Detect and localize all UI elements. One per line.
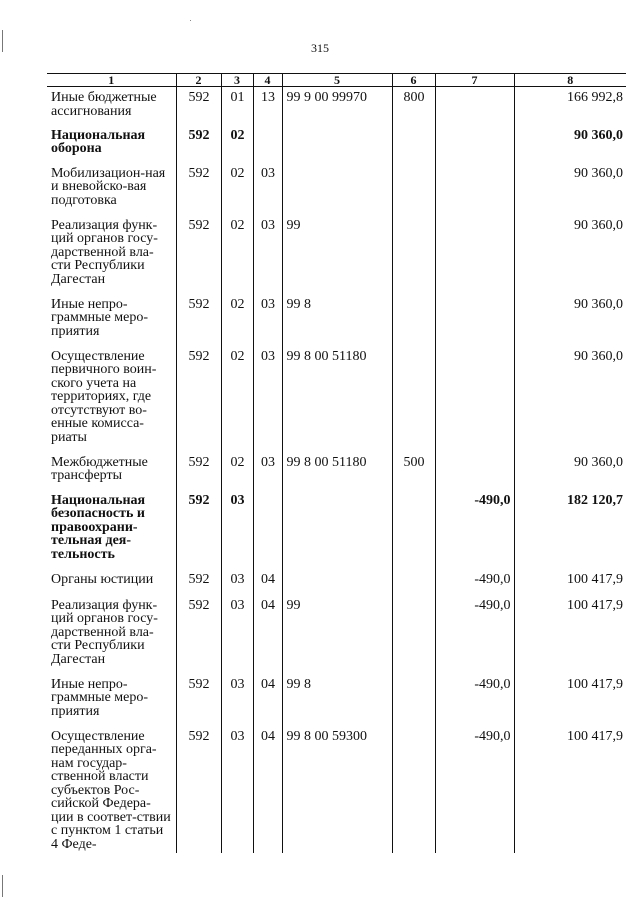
row-code-ministry: 592 <box>176 726 221 854</box>
page-number: 315 <box>311 41 329 55</box>
row-change-amount <box>435 346 514 452</box>
row-total-amount: 90 360,0 <box>514 294 626 346</box>
row-code-subsection: 03 <box>253 346 282 452</box>
row-code-target <box>282 125 392 163</box>
table-row <box>47 569 626 595</box>
row-code-expense-type <box>392 490 435 569</box>
row-code-ministry: 592 <box>176 452 221 490</box>
row-code-section: 03 <box>221 726 253 854</box>
row-change-amount <box>435 215 514 294</box>
row-code-subsection <box>253 490 282 569</box>
row-name: Межбюджетные трансферты <box>47 452 176 490</box>
row-code-expense-type <box>392 595 435 674</box>
row-change-amount: -490,0 <box>435 726 514 854</box>
row-change-amount: -490,0 <box>435 595 514 674</box>
row-name: Реализация функ-ций органов госу-дарственной вла-сти Республики Дагестан <box>47 595 176 674</box>
table-row <box>47 674 626 726</box>
row-code-subsection: 03 <box>253 215 282 294</box>
row-code-section: 03 <box>221 490 253 569</box>
row-code-target <box>282 163 392 215</box>
row-code-target: 99 <box>282 215 392 294</box>
table-row <box>47 294 626 346</box>
table-row <box>47 87 626 125</box>
row-total-amount: 90 360,0 <box>514 346 626 452</box>
row-code-section: 03 <box>221 569 253 595</box>
row-code-target <box>282 569 392 595</box>
table-row <box>47 125 626 163</box>
table-row <box>47 163 626 215</box>
row-code-subsection: 04 <box>253 569 282 595</box>
column-header: 6 <box>392 74 435 87</box>
table-row <box>47 726 626 854</box>
row-code-ministry: 592 <box>176 215 221 294</box>
row-change-amount <box>435 125 514 163</box>
row-code-subsection <box>253 125 282 163</box>
row-code-section: 02 <box>221 125 253 163</box>
row-code-ministry: 592 <box>176 294 221 346</box>
row-code-subsection: 04 <box>253 595 282 674</box>
row-code-ministry: 592 <box>176 569 221 595</box>
column-header: 2 <box>176 74 221 87</box>
row-code-section: 02 <box>221 294 253 346</box>
row-change-amount <box>435 87 514 125</box>
row-code-section: 03 <box>221 674 253 726</box>
row-name: Реализация функ-ций органов госу-дарственной вла-сти Республики Дагестан <box>47 215 176 294</box>
row-name: Осуществление переданных орга-нам государ-ственной власти субъектов Рос-сийской Федера-ции в соответ-ствии с пунктом 1 статьи 4 Феде- <box>47 726 176 854</box>
row-name: Национальная оборона <box>47 125 176 163</box>
table-row <box>47 490 626 569</box>
budget-table <box>47 73 626 853</box>
row-code-subsection: 03 <box>253 452 282 490</box>
row-total-amount: 90 360,0 <box>514 163 626 215</box>
row-total-amount: 100 417,9 <box>514 726 626 854</box>
row-code-ministry: 592 <box>176 87 221 125</box>
row-code-expense-type <box>392 294 435 346</box>
column-header: 8 <box>514 74 626 87</box>
row-code-expense-type <box>392 346 435 452</box>
row-code-section: 02 <box>221 163 253 215</box>
row-name: Иные непро-граммные меро-приятия <box>47 294 176 346</box>
row-change-amount: -490,0 <box>435 674 514 726</box>
row-code-expense-type: 800 <box>392 87 435 125</box>
row-code-subsection: 04 <box>253 726 282 854</box>
table-row <box>47 595 626 674</box>
row-code-subsection: 03 <box>253 163 282 215</box>
row-code-ministry: 592 <box>176 490 221 569</box>
scan-dust-speck <box>190 20 191 21</box>
row-total-amount: 90 360,0 <box>514 452 626 490</box>
scan-edge-mark <box>2 875 3 897</box>
row-code-subsection: 03 <box>253 294 282 346</box>
row-code-section: 03 <box>221 595 253 674</box>
row-total-amount: 90 360,0 <box>514 125 626 163</box>
row-code-expense-type <box>392 674 435 726</box>
row-code-expense-type: 500 <box>392 452 435 490</box>
row-name: Мобилизацион-ная и вневойско-вая подготовка <box>47 163 176 215</box>
row-code-target: 99 9 00 99970 <box>282 87 392 125</box>
table-header-row <box>47 74 626 87</box>
row-code-ministry: 592 <box>176 125 221 163</box>
table-row <box>47 346 626 452</box>
table-row <box>47 215 626 294</box>
row-total-amount: 166 992,8 <box>514 87 626 125</box>
row-code-target <box>282 490 392 569</box>
row-change-amount <box>435 452 514 490</box>
row-change-amount: -490,0 <box>435 490 514 569</box>
row-code-section: 02 <box>221 215 253 294</box>
table-row <box>47 452 626 490</box>
row-total-amount: 100 417,9 <box>514 595 626 674</box>
row-code-target: 99 <box>282 595 392 674</box>
row-total-amount: 90 360,0 <box>514 215 626 294</box>
row-code-subsection: 04 <box>253 674 282 726</box>
row-code-section: 02 <box>221 346 253 452</box>
row-code-expense-type <box>392 726 435 854</box>
column-header: 1 <box>47 74 176 87</box>
row-name: Осуществление первичного воин-ского учета на территориях, где отсутствуют во-енные комисса-риаты <box>47 346 176 452</box>
row-code-ministry: 592 <box>176 163 221 215</box>
row-name: Иные непро-граммные меро-приятия <box>47 674 176 726</box>
column-header: 3 <box>221 74 253 87</box>
row-name: Национальная безопасность и правоохрани-тельная дея-тельность <box>47 490 176 569</box>
row-code-subsection: 13 <box>253 87 282 125</box>
row-total-amount: 100 417,9 <box>514 569 626 595</box>
row-name: Иные бюджетные ассигнования <box>47 87 176 125</box>
row-code-target: 99 8 00 51180 <box>282 452 392 490</box>
row-code-expense-type <box>392 569 435 595</box>
row-code-expense-type <box>392 125 435 163</box>
row-total-amount: 182 120,7 <box>514 490 626 569</box>
row-code-expense-type <box>392 163 435 215</box>
row-code-target: 99 8 <box>282 674 392 726</box>
row-code-ministry: 592 <box>176 346 221 452</box>
row-code-section: 02 <box>221 452 253 490</box>
row-change-amount: -490,0 <box>435 569 514 595</box>
row-code-ministry: 592 <box>176 595 221 674</box>
row-code-ministry: 592 <box>176 674 221 726</box>
row-change-amount <box>435 163 514 215</box>
row-code-target: 99 8 00 59300 <box>282 726 392 854</box>
row-change-amount <box>435 294 514 346</box>
row-name: Органы юстиции <box>47 569 176 595</box>
row-code-target: 99 8 00 51180 <box>282 346 392 452</box>
table-body <box>47 87 626 854</box>
row-code-expense-type <box>392 215 435 294</box>
row-code-target: 99 8 <box>282 294 392 346</box>
row-code-section: 01 <box>221 87 253 125</box>
column-header: 7 <box>435 74 514 87</box>
column-header: 4 <box>253 74 282 87</box>
column-header: 5 <box>282 74 392 87</box>
row-total-amount: 100 417,9 <box>514 674 626 726</box>
